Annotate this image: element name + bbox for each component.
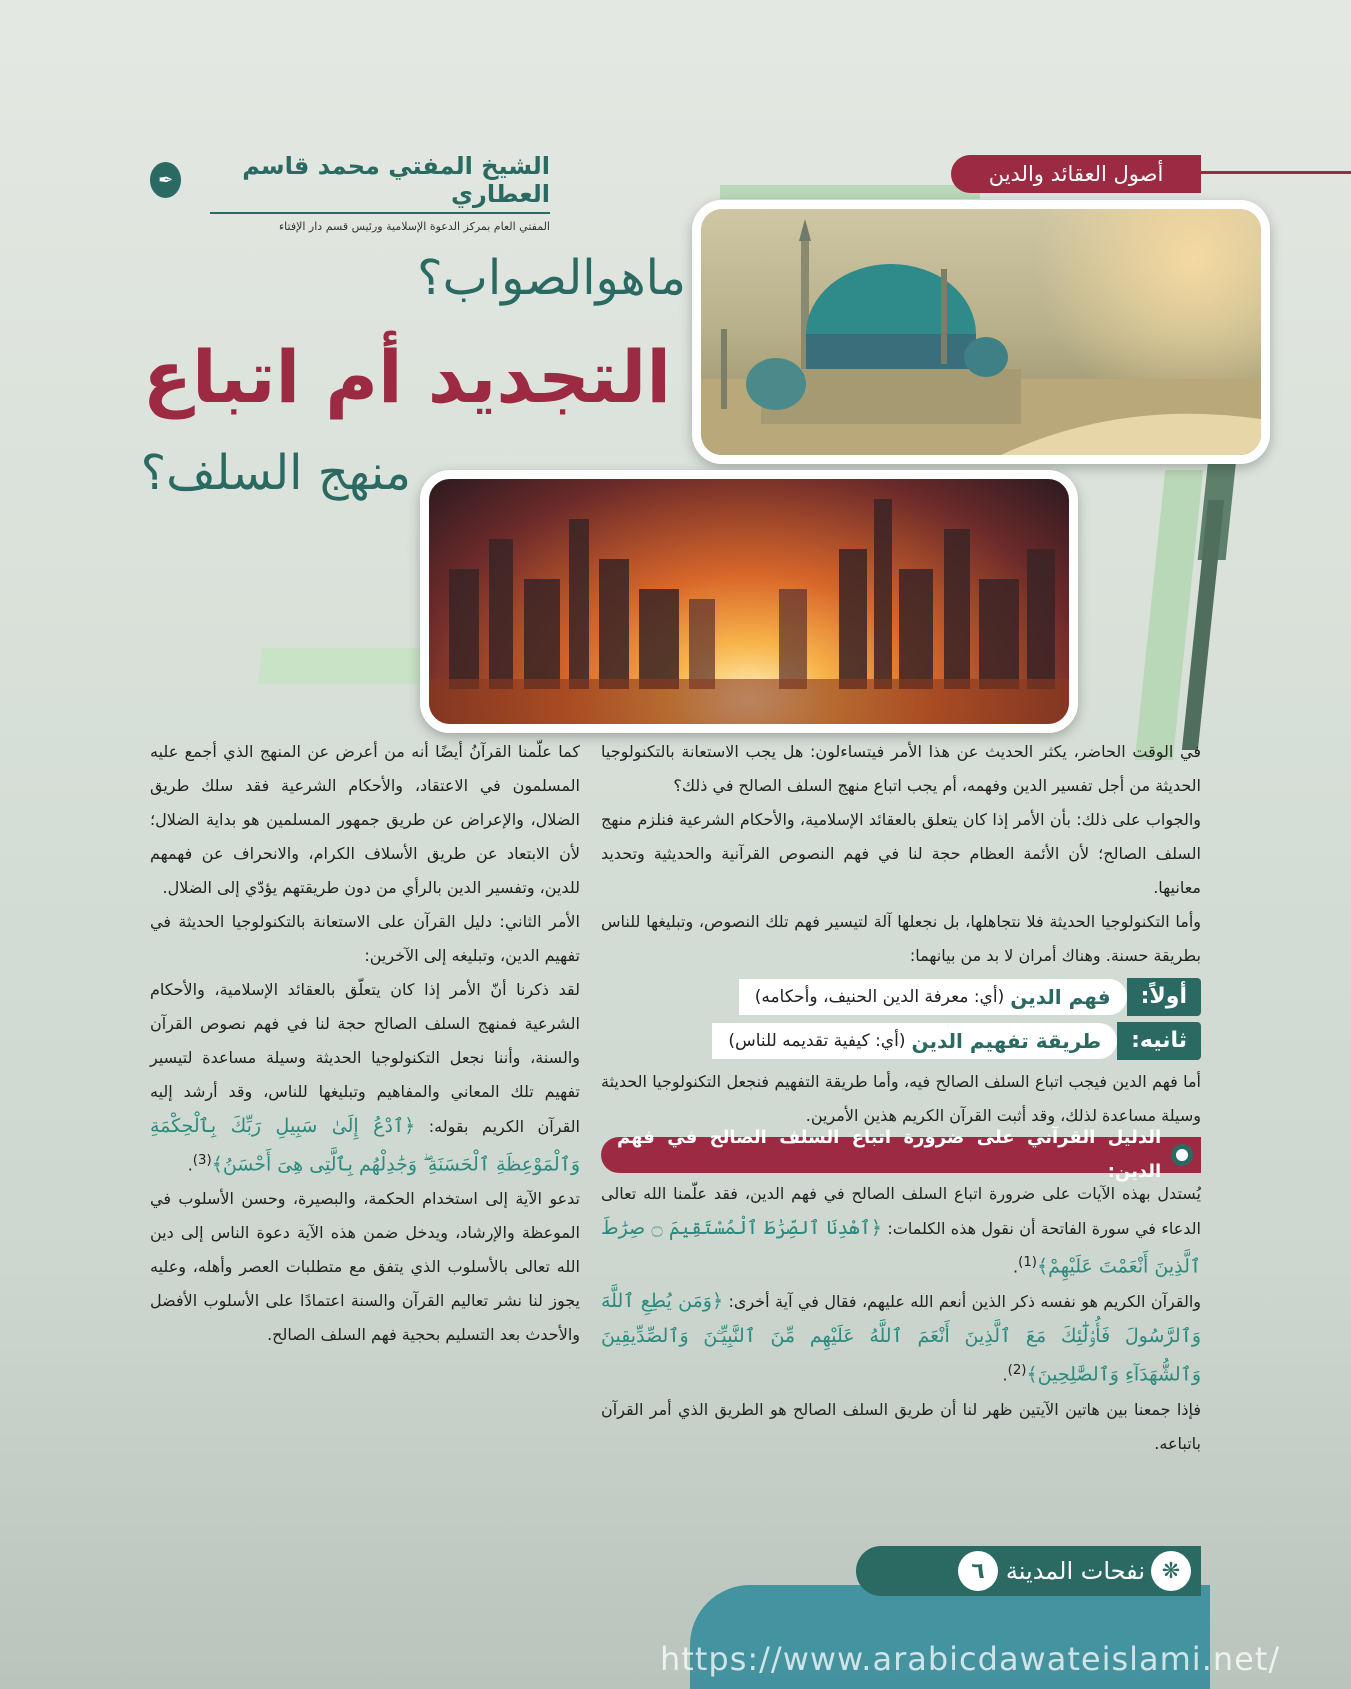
first-point-note: (أي: معرفة الدين الحنيف، وأحكامه) [754, 987, 1005, 1007]
footer-bar [856, 1546, 1201, 1596]
paragraph: لقد ذكرنا أنّ الأمر إذا كان يتعلّق بالعقائد الإسلامية، والأحكام الشرعية فمنهج السلف الصالح حجة لنا في فهم نصوص القرآن والسنة، وأننا نجعل التكنولوجيا الحديثة وسيلة مساعدة لتيسير تفهيم تلك المعاني والمفاهيم وتبليغها للناس، وقد أرشد إليه القرآن الكريم بقوله: ﴿ٱدْعُ إِلَىٰ سَبِيلِ رَبِّكَ بِٱلْحِكْمَةِ وَٱلْمَوْعِظَةِ ٱلْحَسَنَةِ ۖ وَجَٰدِلْهُم بِٱلَّتِى هِىَ أَحْسَنُ﴾$^{(3)}$. [150, 980, 580, 1176]
pen-icon: ✒ [150, 162, 181, 198]
author-title: المفتي العام بمركز الدعوة الإسلامية ورئيس قسم دار الإفتاء [279, 220, 550, 233]
first-point-row [601, 977, 1201, 1017]
quran-verse: ﴿ٱهْدِنَا ٱلصِّرَٰطَ ٱلْمُسْتَقِيمَ ۝ صِرَٰطَ ٱلَّذِينَ أَنْعَمْتَ عَلَيْهِمْ﴾ [601, 1217, 1201, 1278]
footnote-ref: (1) [1018, 1255, 1037, 1270]
page-number: ٦ [958, 1551, 998, 1591]
paragraph: وأما التكنولوجيا الحديثة فلا نتجاهلها، بل نجعلها آلة لتيسير فهم تلك النصوص، وتبليغها للناس بطريقة حسنة. وهناك أمران لا بد من بيانهما: [601, 912, 1201, 965]
author-name: الشيخ المفتي محمد قاسم العطاري [242, 152, 550, 208]
mosque-illustration [701, 209, 1261, 455]
paragraph: الأمر الثاني: دليل القرآن على الاستعانة بالتكنولوجيا الحديثة في تفهيم الدين، وتبليغه إلى الآخرين: [150, 912, 580, 965]
mosque-photo [692, 200, 1270, 464]
right-column [601, 735, 1201, 1461]
footnote-ref: (3) [192, 1153, 212, 1168]
title-line-3: منهج السلف؟ [140, 445, 411, 501]
paragraph: أما فهم الدين فيجب اتباع السلف الصالح فيه، وأما طريقة التفهيم فنجعل التكنولوجيا الحديثة وسيلة مساعدة لذلك، وقد أثبت القرآن الكريم هذين الأمرين. [601, 1072, 1201, 1125]
bullet-icon [1171, 1144, 1193, 1166]
paragraph: تدعو الآية إلى استخدام الحكمة، والبصيرة، وحسن الأسلوب في الموعظة والإرشاد، ويدخل ضمن هذه الآية دعوة الناس إلى دين الله تعالى بالأسلوب الذي يتفق مع متطلبات العصر وأهله، وعليه يجوز لنا نشر تعاليم القرآن والسنة اعتمادًا على الأسلوب الأفضل والأحدث بعد التسليم بحجية فهم السلف الصالح. [150, 1189, 580, 1345]
left-column [150, 735, 580, 1352]
second-point-tag: ثانيه: [1117, 1022, 1201, 1060]
second-point-highlight: طريقة تفهيم الدين [911, 1029, 1102, 1053]
deco-bar [258, 648, 442, 684]
paragraph: والجواب على ذلك: بأن الأمر إذا كان يتعلق بالعقائد الإسلامية، والأحكام الشرعية فنلزم منهج السلف الصالح؛ لأن الأئمة العظام حجة لنا في فهم النصوص القرآنية والحديثية وتحديد معانيها. [601, 810, 1201, 897]
section-tag: أصول العقائد والدين [951, 155, 1201, 193]
paragraph-text: لقد ذكرنا أنّ الأمر إذا كان يتعلّق بالعقائد الإسلامية، والأحكام الشرعية فمنهج السلف الصالح حجة لنا في فهم نصوص القرآن والسنة، وأننا نجعل التكنولوجيا الحديثة وسيلة مساعدة لتيسير تفهيم تلك المعاني والمفاهيم وتبليغها للناس، وقد أرشد إليه القرآن الكريم بقوله: [150, 980, 580, 1136]
first-point-text [739, 979, 1127, 1015]
section-tag-line [1191, 171, 1351, 174]
quran-verse: ﴿ٱدْعُ إِلَىٰ سَبِيلِ رَبِّكَ بِٱلْحِكْمَةِ وَٱلْمَوْعِظَةِ ٱلْحَسَنَةِ ۖ وَجَٰدِلْهُم بِٱلَّتِى هِىَ أَحْسَنُ﴾ [150, 1115, 580, 1176]
paragraph: يُستدل بهذه الآيات على ضرورة اتباع السلف الصالح في فهم الدين، فقد علّمنا الله تعالى الدعاء في سورة الفاتحة أن نقول هذه الكلمات: ﴿ٱهْدِنَا ٱلصِّرَٰطَ ٱلْمُسْتَقِيمَ ۝ صِرَٰطَ ٱلَّذِينَ أَنْعَمْتَ عَلَيْهِمْ﴾$^{(1)}$. [601, 1184, 1201, 1278]
section-heading [601, 1127, 1201, 1182]
title-line-2: التجديد أم اتباع [142, 335, 671, 419]
title-line-1: ماهوالصواب؟ [417, 250, 686, 306]
website-url: https://www.arabicdawateislami.net/ [660, 1640, 1281, 1678]
footnote-ref: (2) [1007, 1363, 1027, 1379]
section-heading-text: الدليل القرآني على ضرورة اتباع السلف الصالح في فهم الدين: [617, 1127, 1162, 1182]
ornament-icon: ❋ [1151, 1551, 1191, 1591]
first-point-tag: أولاً: [1127, 978, 1201, 1016]
paragraph-text: يُستدل بهذه الآيات على ضرورة اتباع السلف الصالح في فهم الدين، فقد علّمنا الله تعالى الدعاء في سورة الفاتحة أن نقول هذه الكلمات: [601, 1184, 1201, 1238]
paragraph: كما علّمنا القرآنُ أيضًا أنه من أعرض عن المنهج الذي أجمع عليه المسلمون في الاعتقاد، والأحكام الشرعية فقد سلك طريق الضلال، والإعراض عن طريق جمهور المسلمين هو بداية الضلال؛ لأن الابتعاد عن طريق الأسلاف الكرام، والانحراف عن فهمهم للدين، وتفسير الدين بالرأي من دون طريقتهم يؤدّي إلى الضلال. [150, 742, 580, 897]
paragraph: فإذا جمعنا بين هاتين الآيتين ظهر لنا أن طريق السلف الصالح هو الطريق الذي أمر القرآن باتباعه. [601, 1399, 1201, 1453]
city-illustration [429, 479, 1069, 724]
first-point-highlight: فهم الدين [1010, 985, 1111, 1009]
city-photo [420, 470, 1078, 733]
second-point-note: (أي: كيفية تقديمه للناس) [728, 1031, 906, 1051]
second-point-row [601, 1021, 1201, 1061]
author-block [150, 152, 550, 233]
paragraph: والقرآن الكريم هو نفسه ذكر الذين أنعم الله عليهم، فقال في آية أخرى: ﴿وَمَن يُطِعِ ٱللَّهَ وَٱلرَّسُولَ فَأُو۟لَٰٓئِكَ مَعَ ٱلَّذِينَ أَنْعَمَ ٱللَّهُ عَلَيْهِم مِّنَ ٱلنَّبِيِّـۧنَ وَٱلصِّدِّيقِينَ وَٱلشُّهَدَآءِ وَٱلصَّٰلِحِينَ﴾$^{(2)}$. [601, 1290, 1201, 1386]
author-rule [210, 212, 550, 214]
deco-bar [720, 185, 980, 199]
paragraph: في الوقت الحاضر، يكثر الحديث عن هذا الأمر فيتساءلون: هل يجب الاستعانة بالتكنولوجيا الحديثة من أجل تفسير الدين وفهمه، أم يجب اتباع منهج السلف الصالح في ذلك؟ [601, 742, 1201, 795]
second-point-text [712, 1023, 1117, 1059]
magazine-name: نفحات المدينة [1005, 1557, 1145, 1585]
paragraph-text: والقرآن الكريم هو نفسه ذكر الذين أنعم الله عليهم، فقال في آية أخرى: [728, 1292, 1201, 1312]
author-name-row [150, 152, 550, 208]
quran-verse: ﴿وَمَن يُطِعِ ٱللَّهَ وَٱلرَّسُولَ فَأُو۟لَٰٓئِكَ مَعَ ٱلَّذِينَ أَنْعَمَ ٱللَّهُ عَلَيْهِم مِّنَ ٱلنَّبِيِّـۧنَ وَٱلصِّدِّيقِينَ وَٱلشُّهَدَآءِ وَٱلصَّٰلِحِينَ﴾ [601, 1290, 1201, 1386]
